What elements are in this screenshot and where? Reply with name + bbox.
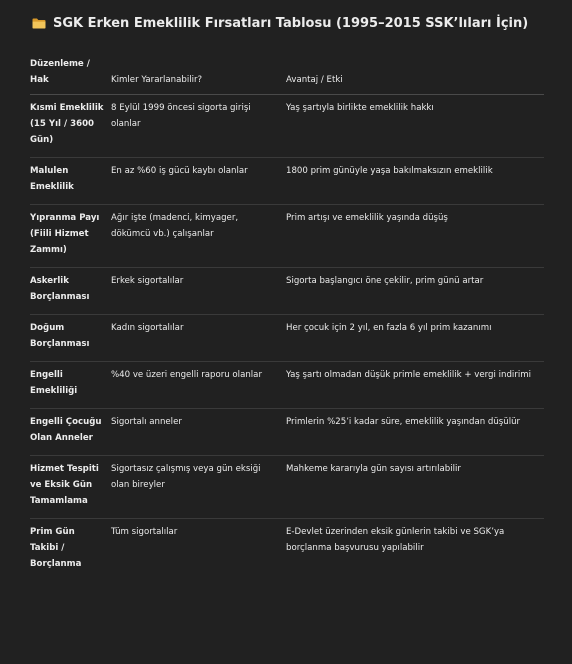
cell-benefit: Yaş şartı olmadan düşük primle emeklilik + vergi indirimi bbox=[286, 370, 531, 380]
column-header-eligible: Kimler Yararlanabilir? bbox=[111, 75, 203, 85]
cell-benefit: 1800 prim günüyle yaşa bakılmaksızın emeklilik bbox=[286, 166, 493, 176]
cell-regulation: Engelli Çocuğu Olan Anneler bbox=[30, 417, 102, 443]
table-row bbox=[30, 362, 544, 409]
cell-benefit: Her çocuk için 2 yıl, en fazla 6 yıl prim kazanımı bbox=[286, 323, 492, 333]
folder-icon bbox=[32, 18, 46, 29]
cell-benefit: Yaş şartıyla birlikte emeklilik hakkı bbox=[286, 103, 434, 113]
cell-eligible: Sigortalı anneler bbox=[111, 417, 182, 427]
table-row bbox=[30, 315, 544, 362]
table-row bbox=[30, 456, 544, 519]
cell-regulation: Engelli Emekliliği bbox=[30, 370, 78, 396]
column-header-benefit: Avantaj / Etki bbox=[286, 75, 343, 85]
page-title bbox=[32, 12, 542, 34]
cell-eligible: Sigortasız çalışmış veya gün eksiği olan bireyler bbox=[111, 464, 261, 490]
cell-eligible: Erkek sigortalılar bbox=[111, 276, 184, 286]
cell-eligible: En az %60 iş gücü kaybı olanlar bbox=[111, 166, 248, 176]
cell-eligible: Kadın sigortalılar bbox=[111, 323, 184, 333]
cell-benefit: Prim artışı ve emeklilik yaşında düşüş bbox=[286, 213, 448, 223]
table-row bbox=[30, 95, 544, 158]
cell-regulation: Askerlik Borçlanması bbox=[30, 276, 90, 302]
table-header-row bbox=[30, 46, 544, 95]
cell-benefit: Primlerin %25’i kadar süre, emeklilik yaşından düşülür bbox=[286, 417, 521, 427]
table-row bbox=[30, 409, 544, 456]
column-header-regulation: Düzenleme / Hak bbox=[30, 59, 90, 85]
cell-benefit: E-Devlet üzerinden eksik günlerin takibi ve SGK’ya borçlanma başvurusu yapılabilir bbox=[286, 527, 505, 553]
cell-regulation: Kısmi Emeklilik (15 Yıl / 3600 Gün) bbox=[30, 103, 104, 145]
table-row bbox=[30, 158, 544, 205]
cell-eligible: Ağır işte (madenci, kimyager, dökümcü vb.) çalışanlar bbox=[111, 213, 239, 239]
cell-regulation: Prim Gün Takibi / Borçlanma bbox=[30, 527, 82, 569]
cell-benefit: Mahkeme kararıyla gün sayısı artırılabilir bbox=[286, 464, 461, 474]
table-row bbox=[30, 205, 544, 268]
cell-eligible: 8 Eylül 1999 öncesi sigorta girişi olanlar bbox=[111, 103, 251, 129]
cell-regulation: Doğum Borçlanması bbox=[30, 323, 90, 349]
page-title-text: SGK Erken Emeklilik Fırsatları Tablosu (1995–2015 SSK’lıları İçin) bbox=[53, 15, 529, 31]
cell-regulation: Malulen Emeklilik bbox=[30, 166, 74, 192]
table-row bbox=[30, 268, 544, 315]
cell-eligible: %40 ve üzeri engelli raporu olanlar bbox=[111, 370, 262, 380]
cell-eligible: Tüm sigortalılar bbox=[111, 527, 178, 537]
cell-regulation: Hizmet Tespiti ve Eksik Gün Tamamlama bbox=[30, 464, 99, 506]
cell-regulation: Yıpranma Payı (Fiili Hizmet Zammı) bbox=[30, 213, 100, 255]
early-retirement-table bbox=[30, 46, 544, 581]
table-row bbox=[30, 519, 544, 582]
cell-benefit: Sigorta başlangıcı öne çekilir, prim günü artar bbox=[286, 276, 484, 286]
